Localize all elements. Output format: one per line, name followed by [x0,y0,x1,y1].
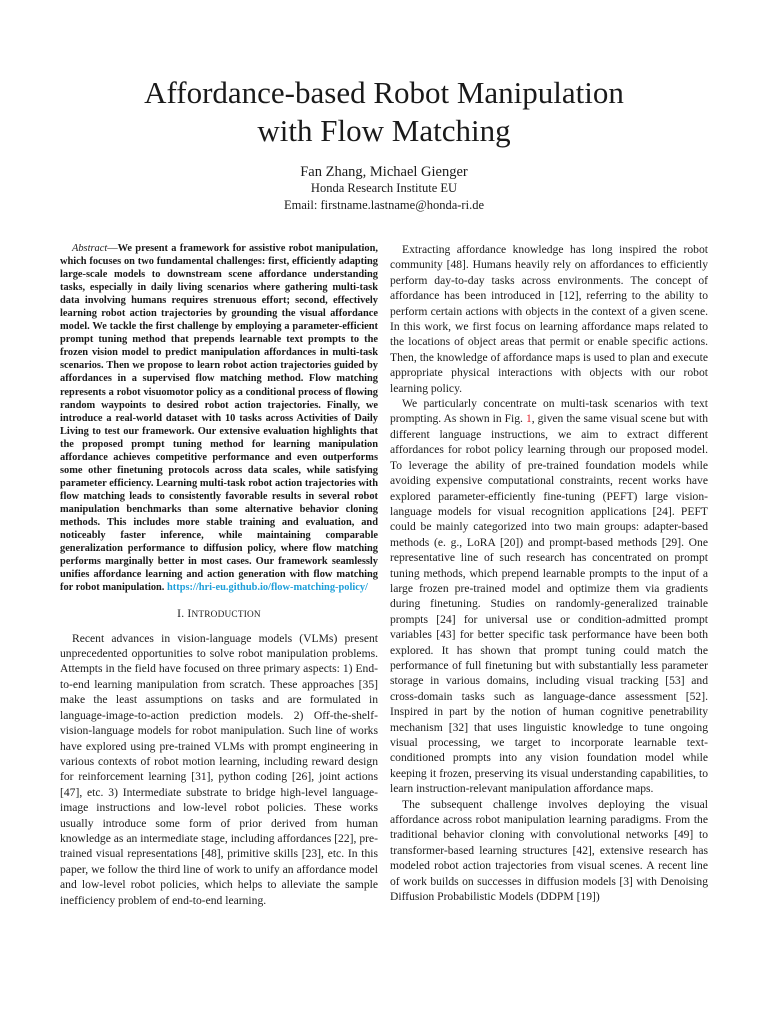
abstract [60,242,378,594]
section-heading-rest: NTRODUCTION [191,610,261,621]
author-email: Email: firstname.lastname@honda-ri.de [284,198,484,212]
right-paragraph-1: Extracting affordance knowledge has long inspired the robot community [48]. Humans heavily rely on affordances to efficiently perform day-to-day tasks across environments. The concept of affordance has been introduced in [12], referring to the ability to perform certain actions with objects in the context of a given scene. In this work, we first focus on learning affordance maps related to the locations of object areas that permit or enable specific actions. Then, the knowledge of affordance maps is used to plan and execute appropriate physical interactions with objects with our robot learning policy. [390,243,708,395]
project-link[interactable]: https://hri-eu.github.io/flow-matching-policy/ [167,582,368,594]
paragraph-2-before: We particularly concentrate on multi-task scenarios with text prompting. As shown in Fig. [390,397,708,426]
right-column [390,242,708,904]
left-column [60,242,378,908]
figure-reference-link[interactable]: 1 [525,412,532,426]
title-line-2: with Flow Matching [257,113,511,148]
affiliation: Honda Research Institute EU [310,181,458,195]
intro-paragraph-1: Recent advances in vision-language models (VLMs) present unprecedented opportunities to solve robot manipulation problems. Attempts in the field have focused on three primary aspects: 1) End-to-end learning manipulation from scratch. These approaches [35] make the least assumptions on tasks and are formulated in language-image-to-action prediction models. 2) Off-the-shelf-vision-language models for robot manipulation. Such line of works have explored using pre-trained VLMs with prompt engineering in various contexts of robot motion learning, including reward design for reinforcement learning [31], python coding [26], joint actions [47], etc. 3) Intermediate substrate to bridge high-level language-image instructions and low-level robot policies. These works usually introduce some form of prior derived from human knowledge as an intermediate stage, including affordances [22], pre-trained visual representations [48], primitive skills [23], etc. In this paper, we follow the third line of work to unify an affordance model and low-level robot policies, which helps to alleviate the sample inefficiency problem of end-to-end learning. [60,631,378,907]
section-heading-numeral: I. I [177,607,192,621]
paragraph-2-after: , given the same visual scene but with different language instructions, we aim to extract different affordances for robot policy learning through our proposed model. To leverage the ability of pre-trained foundation models while avoiding expensive computational constraints, recent works have explored parameter-efficiently fine-tuning (PEFT) large vision-language models for visual recognition applications [24]. PEFT could be mainly categorized into two main groups: adapter-based methods (e. g., LoRA [20]) and prompt-based methods [29]. One representative line of such research has concentrated on prompt tuning methods, which prepend learnable prompts to the input of a large frozen pre-trained model and optimize them via gradients during finetuning. Studies on randomly-generalized trainable prompts [24] for universal use or condition-admitted prompt variables [43] for better specific task performance have been both explored. It has shown that prompt tuning could match the performance of full finetuning but with substantially less parameter storage in various domains, including visual tracking [53] and cross-domain tasks such as language-dance assessment [52]. Inspired in part by the notion of human cognitive penetrability mechanism [32] that uses linguistic knowledge to tune ongoing visual processing, we target to incorporate learnable text-conditioned prompts into any vision foundation model while keeping it frozen, preserving its visual understanding capabilities, to learn instruction-relevant manipulation affordance maps. [390,412,708,796]
author-list: Fan Zhang, Michael Gienger [300,164,468,180]
title-line-1: Affordance-based Robot Manipulation [144,75,624,110]
abstract-dash: — [107,243,118,254]
paper-title [84,74,684,150]
right-paragraph-2 [390,396,708,797]
right-paragraph-3: The subsequent challenge involves deploying the visual affordance across robot manipulation learning paradigms. From the traditional behavior cloning with convolutional networks [49] to transformer-based learning structures [42], extensive research has modeled robot action trajectories from visual scenes. A recent line of work builds on successes in diffusion models [3] with Denoising Diffusion Probabilistic Models (DDPM [19]) [390,797,708,904]
abstract-body: We present a framework for assistive robot manipulation, which focuses on two fundamental challenges: first, efficiently adapting large-scale models to downstream scene affordance understanding tasks, especially in daily living scenarios where gathering multi-task data involving humans requires strenuous effort; second, effectively learning robot action trajectories by grounding the visual affordance model. We tackle the first challenge by employing a parameter-efficient prompt tuning method that prepends learnable text prompts to the frozen vision model to predict manipulation affordances in multi-task scenarios. Then we propose to learn robot action trajectories guided by affordances in a supervised flow matching method. Flow matching represents a robot visuomotor policy as a conditional process of flowing random waypoints to desired robot action trajectories. Finally, we introduce a real-world dataset with 10 tasks across Activities of Daily Living to test our framework. Our extensive evaluation highlights that the proposed prompt tuning method for learning manipulation affordance achieves competitive performance and even outperforms some other finetuning protocols across data scales, while satisfying parameter efficiency. Learning multi-task robot action trajectories with flow matching leads to consistently favorable results in several robot manipulation benchmarks than some alternative behavior cloning methods. This includes more stable training and evaluation, and noticeably faster inference, while maintaining comparable generalization performance to diffusion policy, where flow matching performs marginally better in most cases. Our framework seamlessly unifies affordance learning and action generation with flow matching for robot manipulation. [60,243,378,594]
section-heading-introduction [60,606,378,623]
abstract-label: Abstract [72,243,108,254]
